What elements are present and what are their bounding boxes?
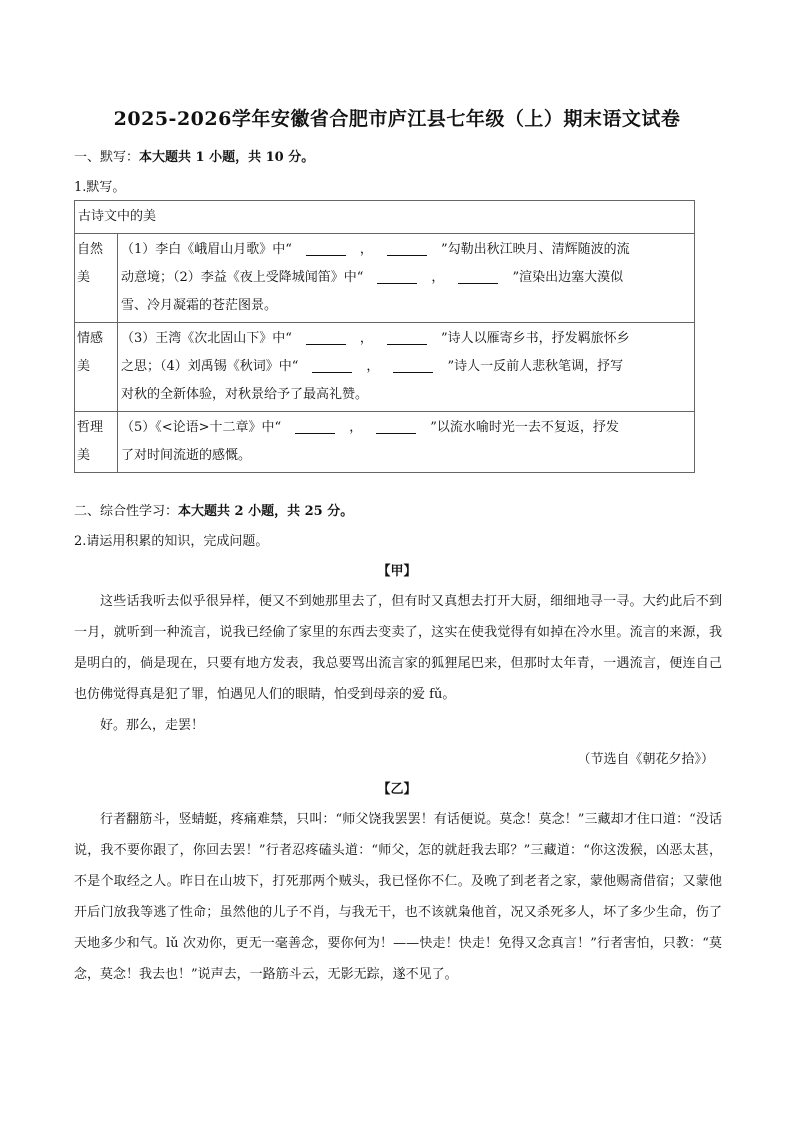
answer-blank[interactable]: [377, 269, 417, 284]
table-header-row: [75, 201, 695, 234]
page-title: 2025-2026学年安徽省合肥市庐江县七年级（上）期末语文试卷: [113, 108, 681, 130]
answer-blank[interactable]: [387, 241, 427, 256]
question-1-label: 1.默写。: [74, 180, 126, 195]
passage-yi-text: 行者翻筋斗，竖蜻蜓，疼痛难禁，只叫：“师父饶我罢罢！有话便说。莫念！莫念！”三藏却才住口道：“没话说，我不要你跟了，你回去罢！”行者忍疼磕头道：“师父，怎的就赶我去耶？”三藏道：“你这泼猴，凶恶太甚，不是个取经之人。昨日在山坡下，打死那两个贼头，我已怪你不仁。及晚了到老者之家，蒙他赐斋借宿；又蒙他开后门放我等逃了性命；虽然他的儿子不肖，与我无干，也不该就枭他首，况又杀死多人，坏了多少生命，伤了天地多少和气。lǔ 次劝你，更无一毫善念，要你何为！——快走！快走！免得又念真言！”行者害怕，只教：“莫念，莫念！我去也！”说声去，一路筋斗云，无影无踪，遂不见了。: [74, 812, 722, 982]
answer-blank[interactable]: [295, 419, 335, 434]
table-row: [75, 234, 695, 323]
answer-blank[interactable]: [387, 330, 427, 345]
answer-blank[interactable]: [393, 358, 433, 373]
section-2-prefix: 二、综合性学习：: [74, 504, 179, 519]
answer-blank[interactable]: [458, 269, 498, 284]
row-content-emotion: （3）王湾《次北固山下》中“ ， ”诗人以雁寄乡书，抒发羁旅怀乡 之思；（4）刘禹锡《秋词》中“ ， ”诗人一反前人悲秋笔调，抒写 对秋的全新体验，对秋景给予了最高礼赞。: [118, 323, 695, 412]
category-philosophy: 哲理美: [75, 412, 118, 473]
section-2-desc: 本大题共 2 小题，共 25 分。: [178, 504, 354, 519]
question-2-label: 2.请运用积累的知识，完成问题。: [74, 534, 269, 549]
row-content-nature: （1）李白《峨眉山月歌》中“ ， ”勾勒出秋江映月、清辉随波的流 动意境；（2）李益《夜上受降城闻笛》中“ ， ”渲染出边塞大漠似 雪、冷月凝霜的苍茫图景。: [118, 234, 695, 323]
passage-jia-heading: 【甲】: [377, 564, 417, 579]
passage-yi-heading: 【乙】: [377, 782, 417, 797]
category-emotion: 情感美: [75, 323, 118, 412]
section-1-desc: 本大题共 1 小题，共 10 分。: [139, 150, 315, 165]
row-content-philosophy: （5）《<论语>十二章》中“ ， ”以流水喻时光一去不复返，抒发 了对时间流逝的感慨。: [118, 412, 695, 473]
answer-blank[interactable]: [312, 358, 352, 373]
poetry-table: [74, 200, 695, 473]
table-header: 古诗文中的美: [75, 201, 695, 234]
passage-jia-text: 这些话我听去似乎很异样，便又不到她那里去了，但有时又真想去打开大厨，细细地寻一寻。大约此后不到一月，就听到一种流言，说我已经偷了家里的东西去变卖了，这实在使我觉得有如掉在冷水里。流言的来源，我是明白的，倘是现在，只要有地方发表，我总要骂出流言家的狐狸尾巴来，但那时太年青，一遇流言，便连自己也仿佛觉得真是犯了罪，怕遇见人们的眼睛，怕受到母亲的爱 fǔ。: [74, 594, 722, 702]
section-1-header: [74, 146, 314, 165]
category-nature: 自然美: [75, 234, 118, 323]
answer-blank[interactable]: [306, 241, 346, 256]
passage-jia-source: （节选自《朝花夕拾》）: [577, 752, 714, 767]
section-1-prefix: 一、默写：: [74, 150, 140, 165]
passage-jia-ending: 好。那么，走罢！: [100, 718, 205, 733]
table-row: [75, 412, 695, 473]
answer-blank[interactable]: [376, 419, 416, 434]
section-2-header: [74, 500, 353, 519]
table-row: [75, 323, 695, 412]
answer-blank[interactable]: [306, 330, 346, 345]
